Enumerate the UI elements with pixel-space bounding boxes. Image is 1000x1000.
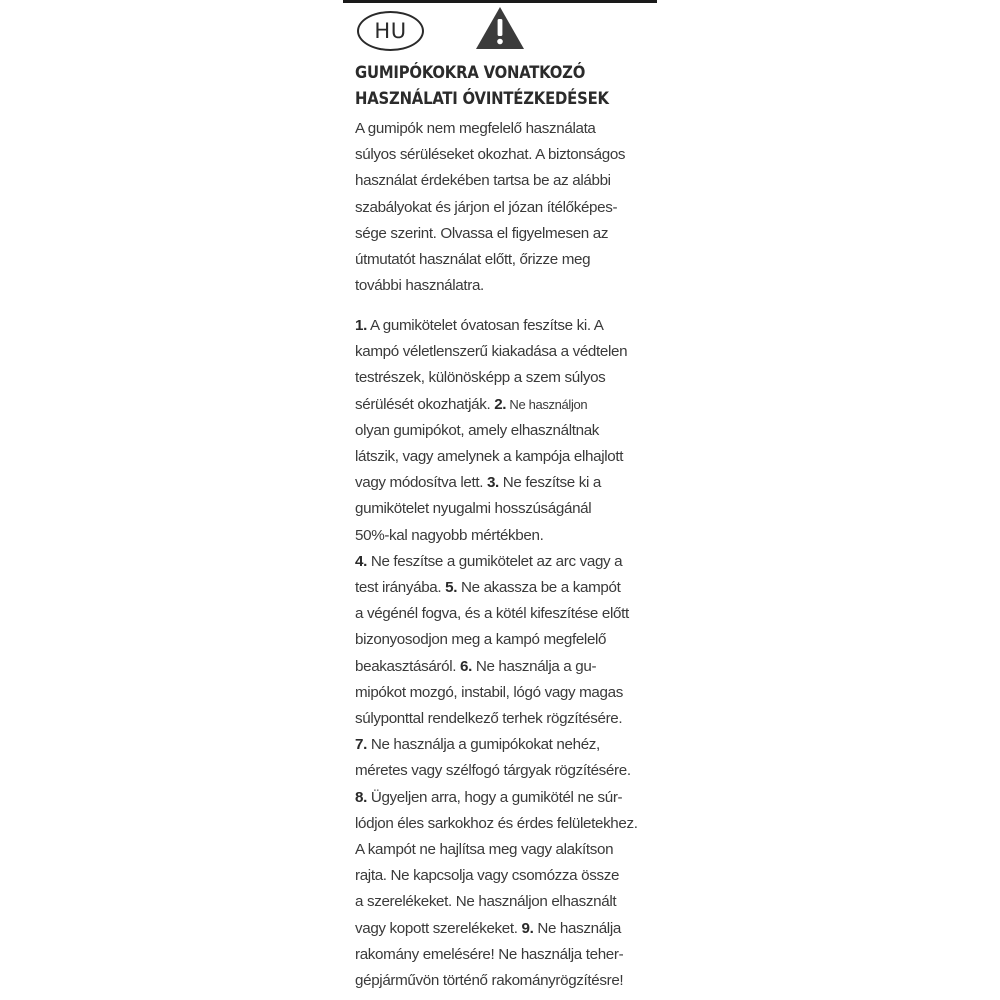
rule-text: látszik, vagy amelynek a kampója elhajlott: [355, 448, 624, 466]
rule-number: 3.: [486, 474, 499, 492]
warning-triangle-icon: [475, 6, 525, 50]
rule-text: a szerelékeket. Ne használjon elhasznált: [355, 893, 617, 911]
rule-line: [355, 496, 655, 522]
rule-number: 6.: [460, 657, 472, 675]
rule-line: [355, 627, 655, 653]
rule-number: 7.: [355, 736, 367, 754]
rule-text: Ne használja: [533, 919, 621, 937]
title-line: HASZNÁLATI ÓVINTÉZKEDÉSEK: [355, 89, 609, 108]
rule-line: [355, 889, 655, 915]
rule-text: test irányába.: [355, 579, 446, 597]
intro-paragraph: [355, 116, 655, 299]
rule-number: 1.: [355, 317, 367, 334]
instruction-leaflet: [343, 0, 657, 1000]
intro-line: szabályokat és járjon el józan ítélőképes-: [355, 198, 618, 216]
rule-number: 9.: [521, 919, 534, 937]
rule-text: A gumikötelet óvatosan feszítse ki. A: [366, 317, 604, 334]
rule-text: mipókot mozgó, instabil, lógó vagy magas: [355, 683, 623, 701]
rule-number: 8.: [355, 788, 367, 806]
rule-text: gumikötelet nyugalmi hosszúságánál: [355, 500, 592, 518]
rule-line: [355, 837, 655, 863]
rule-line: [355, 365, 655, 391]
rule-line: [355, 942, 655, 968]
rule-line: [355, 575, 655, 601]
rule-line: [355, 758, 655, 784]
rule-line: [355, 968, 655, 994]
rule-text: vagy kopott szerelékeket.: [355, 919, 522, 937]
rule-line: [355, 811, 655, 837]
rule-text: olyan gumipókot, amely elhasználtnak: [355, 421, 600, 439]
rule-number: 2.: [494, 395, 507, 413]
rule-text: Ne feszítse ki a: [498, 474, 601, 492]
intro-line: útmutatót használat előtt, őrizze meg: [355, 251, 591, 269]
intro-line: további használatra.: [355, 277, 484, 295]
rule-text: gépjárművön történő rakományrögzítésre!: [355, 972, 624, 990]
rule-text: Ne használjon: [506, 396, 588, 412]
intro-line: A gumipók nem megfelelő használata: [355, 120, 596, 137]
document-title: [355, 60, 653, 112]
rule-text: méretes vagy szélfogó tárgyak rögzítésére.: [355, 762, 631, 780]
rule-text: a végénél fogva, és a kötél kifeszítése előtt: [355, 605, 629, 623]
rule-text: kampó véletlenszerű kiakadása a védtelen: [355, 343, 628, 361]
rule-text: beakasztásáról.: [355, 657, 460, 675]
top-border: [343, 0, 657, 3]
rule-number: 4.: [355, 552, 367, 570]
intro-line: sége szerint. Olvassa el figyelmesen az: [355, 224, 609, 242]
rule-text: testrészek, különösképp a szem súlyos: [355, 369, 606, 387]
rule-text: Ne használja a gu-: [471, 657, 597, 675]
rule-line: [355, 549, 655, 575]
rule-line: [355, 732, 655, 758]
rule-text: rajta. Ne kapcsolja vagy csomózza össze: [355, 867, 620, 885]
rule-text: súlyponttal rendelkező terhek rögzítésére.: [355, 710, 623, 728]
rule-line: [355, 392, 655, 418]
rule-line: [355, 444, 655, 470]
intro-line: súlyos sérüléseket okozhat. A biztonságos: [355, 146, 626, 164]
rule-text: Ne feszítse a gumikötelet az arc vagy a: [366, 552, 623, 570]
rule-line: [355, 601, 655, 627]
rule-text: bizonyosodjon meg a kampó megfelelő: [355, 631, 607, 649]
rule-line: [355, 339, 655, 365]
rule-line: [355, 916, 655, 942]
rule-line: [355, 313, 655, 339]
rule-text: Ügyeljen arra, hogy a gumikötél ne súr-: [366, 788, 623, 806]
rule-text: lódjon éles sarkokhoz és érdes felületekhez.: [355, 814, 638, 832]
rule-text: rakomány emelésére! Ne használja teher-: [355, 945, 624, 963]
rule-line: [355, 706, 655, 732]
language-badge: HU: [357, 11, 424, 51]
title-line: GUMIPÓKOKRA VONATKOZÓ: [355, 63, 586, 82]
rule-text: A kampót ne hajlítsa meg vagy alakítson: [355, 841, 614, 859]
safety-rules-list: [355, 313, 655, 994]
rule-line: [355, 418, 655, 444]
rule-number: 5.: [445, 579, 458, 597]
rule-line: [355, 470, 655, 496]
rule-text: Ne használja a gumipókokat nehéz,: [366, 736, 600, 754]
rule-text: Ne akassza be a kampót: [457, 579, 621, 597]
rule-line: [355, 654, 655, 680]
rule-line: [355, 863, 655, 889]
rule-line: [355, 785, 655, 811]
rule-line: [355, 523, 655, 549]
rule-line: [355, 680, 655, 706]
rule-text: vagy módosítva lett.: [355, 474, 487, 492]
rule-text: 50%-kal nagyobb mértékben.: [355, 526, 544, 544]
intro-line: használat érdekében tartsa be az alábbi: [355, 172, 611, 190]
rule-text: sérülését okozhatják.: [355, 395, 495, 413]
